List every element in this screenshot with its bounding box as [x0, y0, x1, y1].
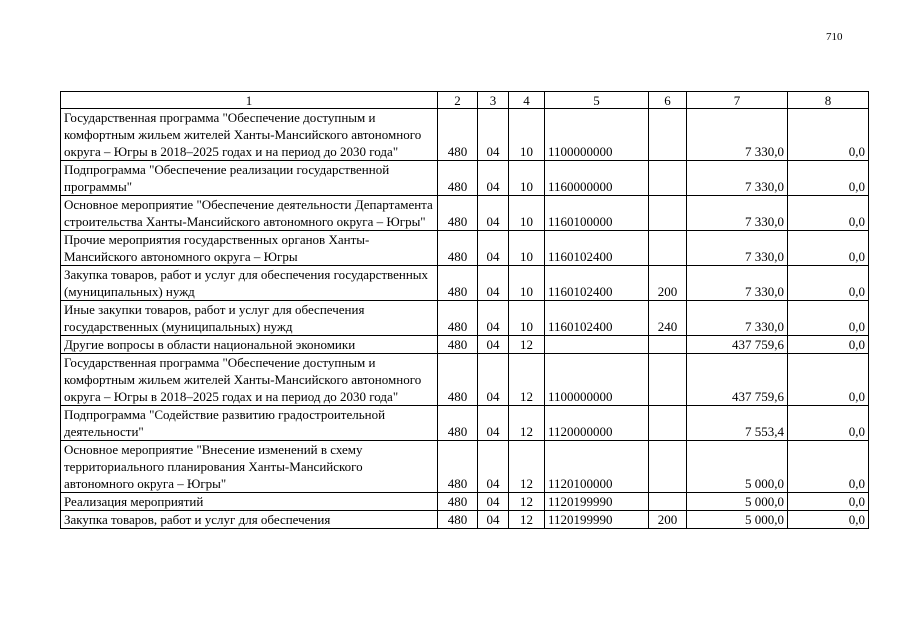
table-row — [61, 301, 869, 336]
subsection-code-cell: 12 — [509, 441, 545, 493]
subsection-code-cell: 10 — [509, 301, 545, 336]
subsection-code-cell: 10 — [509, 231, 545, 266]
amount-next-cell: 0,0 — [788, 441, 869, 493]
table-row — [61, 511, 869, 529]
table-row — [61, 231, 869, 266]
row-name-cell: Реализация мероприятий — [61, 493, 438, 511]
target-article-cell: 1160102400 — [545, 301, 649, 336]
target-article-cell: 1100000000 — [545, 109, 649, 161]
subsection-code-cell: 12 — [509, 336, 545, 354]
table-header-row — [61, 92, 869, 109]
table-row — [61, 354, 869, 406]
grbs-code-cell: 480 — [438, 441, 478, 493]
expense-type-cell: 240 — [649, 301, 687, 336]
amount-cell: 5 000,0 — [687, 511, 788, 529]
target-article-cell — [545, 336, 649, 354]
row-name-cell: Подпрограмма "Содействие развитию градостроительной деятельности" — [61, 406, 438, 441]
grbs-code-cell: 480 — [438, 196, 478, 231]
row-name-cell: Другие вопросы в области национальной экономики — [61, 336, 438, 354]
budget-table — [60, 91, 869, 529]
expense-type-cell — [649, 406, 687, 441]
subsection-code-cell: 12 — [509, 406, 545, 441]
row-name-cell: Иные закупки товаров, работ и услуг для обеспечения государственных (муниципальных) нужд — [61, 301, 438, 336]
amount-next-cell: 0,0 — [788, 354, 869, 406]
column-header: 4 — [509, 92, 545, 109]
row-name-cell: Подпрограмма "Обеспечение реализации государственной программы" — [61, 161, 438, 196]
section-code-cell: 04 — [478, 511, 509, 529]
subsection-code-cell: 10 — [509, 196, 545, 231]
table-row — [61, 336, 869, 354]
target-article-cell: 1120199990 — [545, 493, 649, 511]
table-row — [61, 266, 869, 301]
target-article-cell: 1100000000 — [545, 354, 649, 406]
amount-cell: 437 759,6 — [687, 336, 788, 354]
grbs-code-cell: 480 — [438, 493, 478, 511]
amount-cell: 7 330,0 — [687, 196, 788, 231]
amount-next-cell: 0,0 — [788, 493, 869, 511]
column-header: 3 — [478, 92, 509, 109]
section-code-cell: 04 — [478, 266, 509, 301]
amount-cell: 7 553,4 — [687, 406, 788, 441]
column-header: 2 — [438, 92, 478, 109]
expense-type-cell — [649, 336, 687, 354]
column-header: 5 — [545, 92, 649, 109]
section-code-cell: 04 — [478, 109, 509, 161]
target-article-cell: 1120000000 — [545, 406, 649, 441]
row-name-cell: Основное мероприятие "Внесение изменений в схему территориального планирования Ханты-Мансийского автономного округа – Югры" — [61, 441, 438, 493]
target-article-cell: 1160000000 — [545, 161, 649, 196]
amount-next-cell: 0,0 — [788, 231, 869, 266]
amount-next-cell: 0,0 — [788, 301, 869, 336]
subsection-code-cell: 12 — [509, 493, 545, 511]
grbs-code-cell: 480 — [438, 161, 478, 196]
amount-next-cell: 0,0 — [788, 511, 869, 529]
section-code-cell: 04 — [478, 161, 509, 196]
section-code-cell: 04 — [478, 406, 509, 441]
grbs-code-cell: 480 — [438, 231, 478, 266]
column-header: 8 — [788, 92, 869, 109]
amount-next-cell: 0,0 — [788, 196, 869, 231]
subsection-code-cell: 10 — [509, 161, 545, 196]
amount-next-cell: 0,0 — [788, 336, 869, 354]
amount-cell: 7 330,0 — [687, 266, 788, 301]
grbs-code-cell: 480 — [438, 336, 478, 354]
section-code-cell: 04 — [478, 301, 509, 336]
row-name-cell: Государственная программа "Обеспечение доступным и комфортным жильем жителей Ханты-Мансийского автономного округа – Югры в 2018–2025 годах и на период до 2030 года" — [61, 109, 438, 161]
row-name-cell: Прочие мероприятия государственных органов Ханты-Мансийского автономного округа – Югры — [61, 231, 438, 266]
table-row — [61, 406, 869, 441]
grbs-code-cell: 480 — [438, 511, 478, 529]
row-name-cell: Закупка товаров, работ и услуг для обеспечения государственных (муниципальных) нужд — [61, 266, 438, 301]
expense-type-cell — [649, 441, 687, 493]
amount-cell: 7 330,0 — [687, 161, 788, 196]
grbs-code-cell: 480 — [438, 109, 478, 161]
subsection-code-cell: 10 — [509, 266, 545, 301]
amount-cell: 7 330,0 — [687, 231, 788, 266]
row-name-cell: Закупка товаров, работ и услуг для обеспечения — [61, 511, 438, 529]
target-article-cell: 1160102400 — [545, 266, 649, 301]
target-article-cell: 1120100000 — [545, 441, 649, 493]
table-row — [61, 109, 869, 161]
grbs-code-cell: 480 — [438, 301, 478, 336]
amount-next-cell: 0,0 — [788, 266, 869, 301]
subsection-code-cell: 12 — [509, 354, 545, 406]
amount-cell: 5 000,0 — [687, 493, 788, 511]
row-name-cell: Основное мероприятие "Обеспечение деятельности Департамента строительства Ханты-Мансийского автономного округа – Югры" — [61, 196, 438, 231]
expense-type-cell — [649, 196, 687, 231]
table-row — [61, 493, 869, 511]
amount-cell: 437 759,6 — [687, 354, 788, 406]
target-article-cell: 1160100000 — [545, 196, 649, 231]
section-code-cell: 04 — [478, 336, 509, 354]
expense-type-cell — [649, 493, 687, 511]
table-row — [61, 161, 869, 196]
amount-cell: 5 000,0 — [687, 441, 788, 493]
amount-next-cell: 0,0 — [788, 406, 869, 441]
expense-type-cell — [649, 161, 687, 196]
row-name-cell: Государственная программа "Обеспечение доступным и комфортным жильем жителей Ханты-Мансийского автономного округа – Югры в 2018–2025 годах и на период до 2030 года" — [61, 354, 438, 406]
amount-cell: 7 330,0 — [687, 109, 788, 161]
subsection-code-cell: 12 — [509, 511, 545, 529]
amount-next-cell: 0,0 — [788, 161, 869, 196]
target-article-cell: 1120199990 — [545, 511, 649, 529]
section-code-cell: 04 — [478, 493, 509, 511]
grbs-code-cell: 480 — [438, 406, 478, 441]
expense-type-cell — [649, 354, 687, 406]
grbs-code-cell: 480 — [438, 266, 478, 301]
column-header: 7 — [687, 92, 788, 109]
amount-cell: 7 330,0 — [687, 301, 788, 336]
target-article-cell: 1160102400 — [545, 231, 649, 266]
expense-type-cell — [649, 109, 687, 161]
expense-type-cell — [649, 231, 687, 266]
table-row — [61, 441, 869, 493]
grbs-code-cell: 480 — [438, 354, 478, 406]
column-header: 1 — [61, 92, 438, 109]
section-code-cell: 04 — [478, 196, 509, 231]
expense-type-cell: 200 — [649, 266, 687, 301]
amount-next-cell: 0,0 — [788, 109, 869, 161]
column-header: 6 — [649, 92, 687, 109]
section-code-cell: 04 — [478, 231, 509, 266]
expense-type-cell: 200 — [649, 511, 687, 529]
section-code-cell: 04 — [478, 354, 509, 406]
page-number: 710 — [826, 31, 843, 43]
table-row — [61, 196, 869, 231]
subsection-code-cell: 10 — [509, 109, 545, 161]
section-code-cell: 04 — [478, 441, 509, 493]
